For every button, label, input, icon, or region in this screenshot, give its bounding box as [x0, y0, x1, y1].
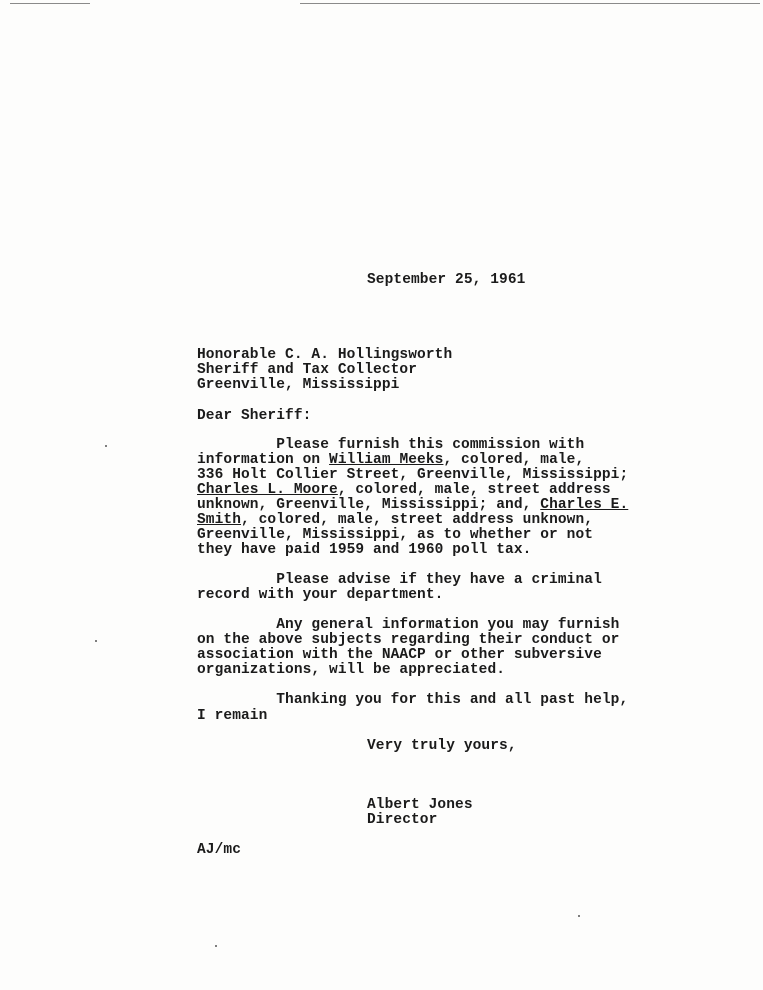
- paragraph-1-line: Smith, colored, male, street address unknown,: [197, 512, 594, 528]
- top-edge-line: [300, 3, 760, 4]
- paragraph-4-line: Thanking you for this and all past help,: [197, 692, 629, 708]
- salutation: Dear Sheriff:: [197, 408, 312, 424]
- paragraph-1-line: Charles L. Moore, colored, male, street address: [197, 482, 611, 498]
- top-edge-line: [10, 3, 90, 4]
- subject-name: Charles L. Moore: [197, 482, 338, 498]
- paragraph-1-line: unknown, Greenville, Mississippi; and, Charles E.: [197, 497, 629, 513]
- paragraph-3-line: Any general information you may furnish: [197, 617, 620, 633]
- paper-speck: [215, 945, 217, 947]
- paragraph-3-line: organizations, will be appreciated.: [197, 662, 506, 678]
- paper-speck: [95, 640, 97, 642]
- paper-speck: [105, 445, 107, 447]
- paper-speck: [578, 915, 580, 917]
- letter-date: September 25, 1961: [367, 272, 526, 288]
- paragraph-1-line: information on William Meeks, colored, male,: [197, 452, 585, 468]
- recipient-name: Honorable C. A. Hollingsworth: [197, 347, 453, 363]
- signer-title: Director: [367, 812, 438, 828]
- closing: Very truly yours,: [367, 738, 517, 754]
- subject-name: William Meeks: [329, 452, 444, 468]
- subject-name: Smith: [197, 512, 242, 528]
- paragraph-1-line: they have paid 1959 and 1960 poll tax.: [197, 542, 532, 558]
- paragraph-1-line: Please furnish this commission with: [197, 437, 585, 453]
- signer-name: Albert Jones: [367, 797, 473, 813]
- paragraph-1-line: 336 Holt Collier Street, Greenville, Mississippi;: [197, 467, 629, 483]
- recipient-location: Greenville, Mississippi: [197, 377, 400, 393]
- paragraph-1-line: Greenville, Mississippi, as to whether or not: [197, 527, 594, 543]
- subject-name: Charles E.: [540, 497, 629, 513]
- typist-initials: AJ/mc: [197, 842, 242, 858]
- paragraph-2-line: record with your department.: [197, 587, 444, 603]
- paragraph-2-line: Please advise if they have a criminal: [197, 572, 602, 588]
- paragraph-4-line: I remain: [197, 708, 268, 724]
- paragraph-3-line: association with the NAACP or other subversive: [197, 647, 602, 663]
- recipient-title: Sheriff and Tax Collector: [197, 362, 418, 378]
- paragraph-3-line: on the above subjects regarding their conduct or: [197, 632, 620, 648]
